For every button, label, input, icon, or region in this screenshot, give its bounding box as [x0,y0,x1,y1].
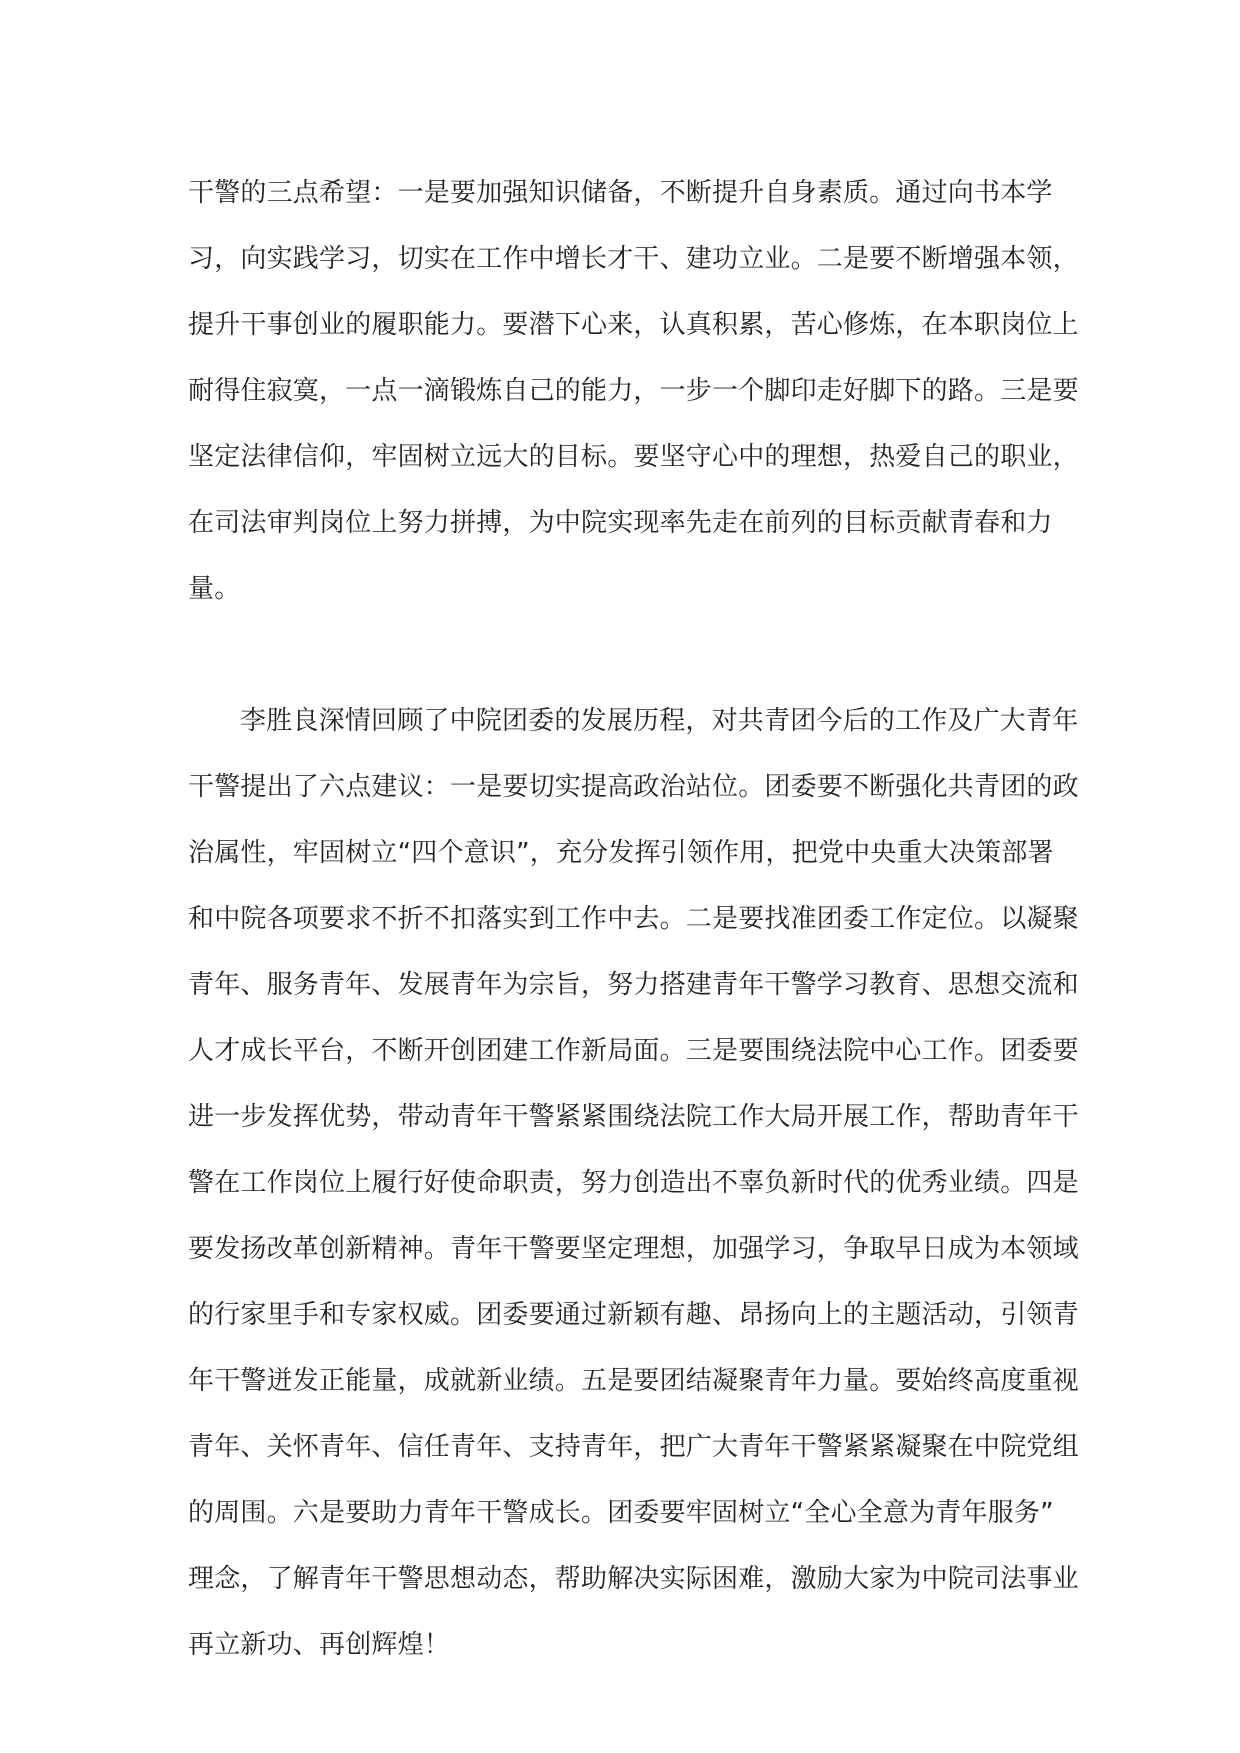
text-line: 青年、关怀青年、信任青年、支持青年，把广大青年干警紧紧凝聚在中院党组 [188,1432,1079,1462]
text-line: 的行家里手和专家权威。团委要通过新颖有趣、昂扬向上的主题活动，引领青 [188,1300,1079,1330]
text-line: 年干警迸发正能量，成就新业绩。五是要团结凝聚青年力量。要始终高度重视 [188,1366,1079,1396]
text-line: 理念，了解青年干警思想动态，帮助解决实际困难，激励大家为中院司法事业 [188,1564,1079,1594]
text-line: 耐得住寂寞，一点一滴锻炼自己的能力，一步一个脚印走好脚下的路。三是要 [188,376,1079,406]
text-line: 治属性，牢固树立“四个意识”，充分发挥引领作用，把党中央重大决策部署 [188,838,1054,868]
text-line: 警在工作岗位上履行好使命职责，努力创造出不辜负新时代的优秀业绩。四是 [188,1168,1079,1198]
text-line: 习，向实践学习，切实在工作中增长才干、建功立业。二是要不断增强本领， [188,244,1079,274]
text-line: 量。 [188,574,241,604]
text-line: 青年、服务青年、发展青年为宗旨，努力搭建青年干警学习教育、思想交流和 [188,970,1079,1000]
paragraph-three-hopes [188,160,1079,622]
text-line: 干警提出了六点建议：一是要切实提高政治站位。团委要不断强化共青团的政 [188,772,1079,802]
document-body [188,160,1079,1678]
text-line: 和中院各项要求不折不扣落实到工作中去。二是要找准团委工作定位。以凝聚 [188,904,1079,934]
text-line-first: 李胜良深情回顾了中院团委的发展历程，对共青团今后的工作及广大青年 [240,706,1079,736]
paragraph-six-suggestions [188,688,1079,1678]
text-line: 的周围。六是要助力青年干警成长。团委要牢固树立“全心全意为青年服务” [188,1498,1054,1528]
text-line: 进一步发挥优势，带动青年干警紧紧围绕法院工作大局开展工作，帮助青年干 [188,1102,1079,1132]
text-line: 坚定法律信仰，牢固树立远大的目标。要坚守心中的理想，热爱自己的职业， [188,442,1079,472]
text-line: 要发扬改革创新精神。青年干警要坚定理想，加强学习，争取早日成为本领域 [188,1234,1079,1264]
text-line: 提升干事创业的履职能力。要潜下心来，认真积累，苦心修炼，在本职岗位上 [188,310,1079,340]
text-line: 再立新功、再创辉煌！ [188,1630,451,1660]
text-line: 人才成长平台，不断开创团建工作新局面。三是要围绕法院中心工作。团委要 [188,1036,1079,1066]
paragraph-spacer [188,622,1068,688]
text-line: 在司法审判岗位上努力拼搏，为中院实现率先走在前列的目标贡献青春和力 [188,508,1053,538]
text-line: 干警的三点希望：一是要加强知识储备，不断提升自身素质。通过向书本学 [188,178,1053,208]
